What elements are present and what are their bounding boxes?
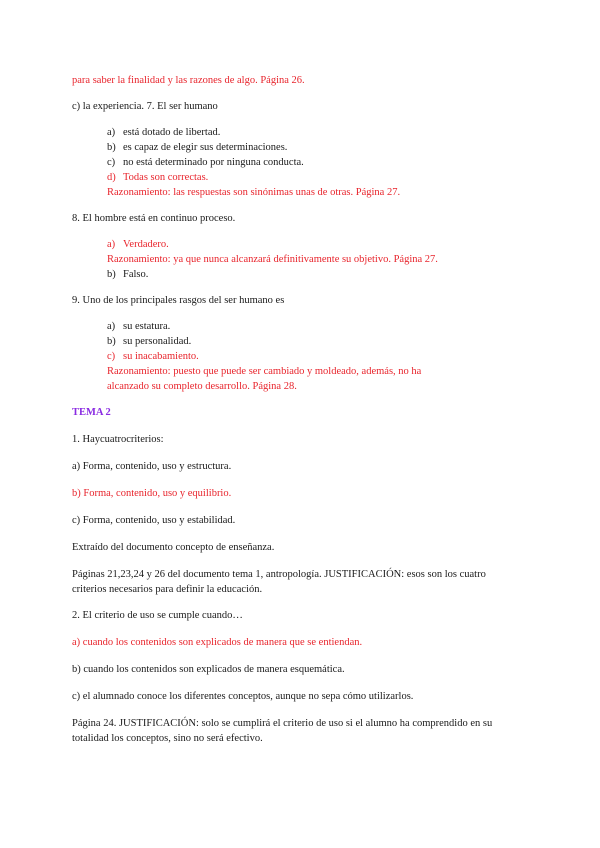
t2-option-a-correct: a) cuando los contenidos son explicados de manera que se entiendan. [72, 637, 363, 648]
option-marker: b) [107, 142, 116, 153]
t1-option-c: c) Forma, contenido, uso y estabilidad. [72, 515, 236, 526]
t2-option-b: b) cuando los contenidos son explicados de manera esquemática. [72, 664, 345, 675]
q9-reasoning-line-1: Razonamiento: puesto que puede ser cambiado y moldeado, además, no ha [107, 366, 422, 377]
t2-option-c: c) el alumnado conoce los diferentes conceptos, aunque no sepa cómo utilizarlos. [72, 691, 414, 702]
q8-option-b [107, 268, 148, 282]
t1-source: Extraído del documento concepto de enseñanza. [72, 542, 275, 553]
option-marker: c) [107, 157, 116, 168]
q9-option-b [107, 335, 191, 349]
question-7-line: c) la experiencia. 7. El ser humano [72, 101, 218, 112]
q8-option-a-correct [107, 238, 169, 252]
option-marker: a) [107, 127, 116, 138]
option-marker: d) [107, 172, 116, 183]
q9-option-a [107, 320, 170, 334]
t1-justification-line-1: Páginas 21,23,24 y 26 del documento tema 1, antropología. JUSTIFICACIÓN: esos son los cuatro [72, 569, 486, 580]
section-heading: TEMA 2 [72, 407, 111, 418]
q7-option-b [107, 141, 287, 155]
t1-option-b-correct: b) Forma, contenido, uso y equilibrio. [72, 488, 232, 499]
option-marker: c) [107, 351, 116, 362]
option-text: su personalidad. [123, 336, 192, 347]
q7-option-a [107, 126, 220, 140]
option-marker: b) [107, 336, 116, 347]
tema2-question-1: 1. Haycuatrocriterios: [72, 434, 164, 445]
previous-answer-line: para saber la finalidad y las razones de algo. Página 26. [72, 75, 305, 86]
option-text: su estatura. [123, 321, 171, 332]
option-text: su inacabamiento. [123, 351, 199, 362]
option-marker: a) [107, 239, 116, 250]
option-marker: b) [107, 269, 116, 280]
option-text: Falso. [123, 269, 149, 280]
q7-option-d-correct [107, 171, 208, 185]
option-text: Verdadero. [123, 239, 169, 250]
tema2-question-2: 2. El criterio de uso se cumple cuando… [72, 610, 243, 621]
t1-option-a: a) Forma, contenido, uso y estructura. [72, 461, 232, 472]
option-text: no está determinado por ninguna conducta. [123, 157, 304, 168]
t2-justification-line-1: Página 24. JUSTIFICACIÓN: solo se cumplirá el criterio de uso si el alumno ha comprendido en su [72, 718, 493, 729]
q9-option-c-correct [107, 350, 199, 364]
q9-reasoning-line-2: alcanzado su completo desarrollo. Página 28. [107, 381, 297, 392]
option-text: está dotado de libertad. [123, 127, 221, 138]
q7-reasoning: Razonamiento: las respuestas son sinónimas unas de otras. Página 27. [107, 187, 401, 198]
q8-reasoning: Razonamiento: ya que nunca alcanzará definitivamente su objetivo. Página 27. [107, 254, 438, 265]
option-marker: a) [107, 321, 116, 332]
t1-justification-line-2: criterios necesarios para definir la educación. [72, 584, 263, 595]
t2-justification-line-2: totalidad los conceptos, sino no será efectivo. [72, 733, 263, 744]
question-8: 8. El hombre está en continuo proceso. [72, 213, 236, 224]
q7-option-c [107, 156, 304, 170]
option-text: Todas son correctas. [123, 172, 209, 183]
option-text: es capaz de elegir sus determinaciones. [123, 142, 288, 153]
question-9: 9. Uno de los principales rasgos del ser humano es [72, 295, 285, 306]
